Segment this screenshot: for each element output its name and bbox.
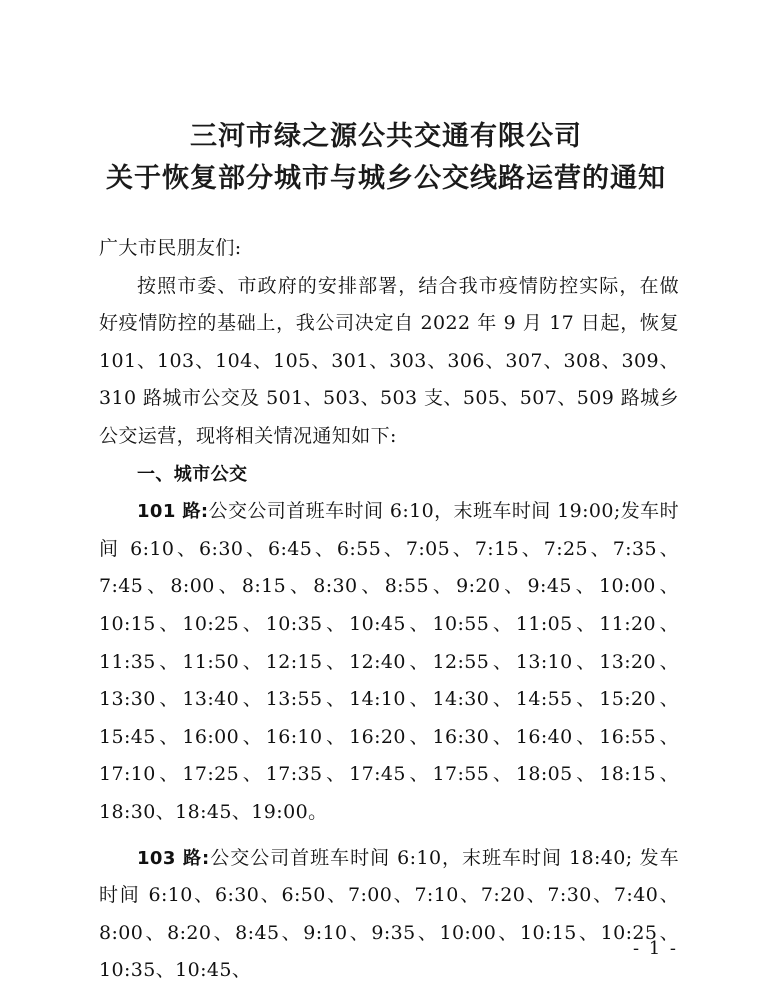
greeting: 广大市民朋友们: [99,237,242,259]
route-paragraph [99,840,679,990]
document-body [99,230,679,990]
document-title-line2: 关于恢复部分城市与城乡公交线路运营的通知 [106,163,666,194]
route-name: 103 路: [137,847,210,869]
page-number: - 1 - [632,938,678,959]
route-name: 101 路: [137,501,209,523]
route-schedule: 公交公司首班车时间 6:10，末班车时间 19:00;发车时间 6:10、6:30、6:45、6:55、7:05、7:15、7:25、7:35、7:45、8:00、8:15、8:30、8:55、9:20、9:45、10:00、10:15、10:25、10:35、10:45、10:55、11:05、11:20、11:35、11:50、12:15、12:40、12:55、13:10、13:20、13:30、13:40、13:55、14:10、14:30、14:55、15:20、15:45、16:00、16:10、16:20、16:30、16:40、16:55、17:10、17:25、17:35、17:45、17:55、18:05、18:15、18:30、18:45、19:00。 [99,500,679,823]
document-title-line1: 三河市绿之源公共交通有限公司 [190,121,582,152]
route-schedule: 公交公司首班车时间 6:10，末班车时间 18:40; 发车时间 6:10、6:30、6:50、7:00、7:10、7:20、7:30、7:40、8:00、8:20、8:45、9:10、9:35、10:00、10:15、10:25、10:35、10:45、 [99,846,679,982]
section-heading-city-bus: 一、城市公交 [137,463,248,485]
intro-paragraph: 按照市委、市政府的安排部署，结合我市疫情防控实际，在做好疫情防控的基础上，我公司决定自 2022 年 9 月 17 日起，恢复 101、103、104、105、301、303、306、307、308、309、310 路城市公交及 501、503、503 支、505、507、509 路城乡公交运营，现将相关情况通知如下: [99,274,679,447]
route-paragraph [99,493,679,831]
